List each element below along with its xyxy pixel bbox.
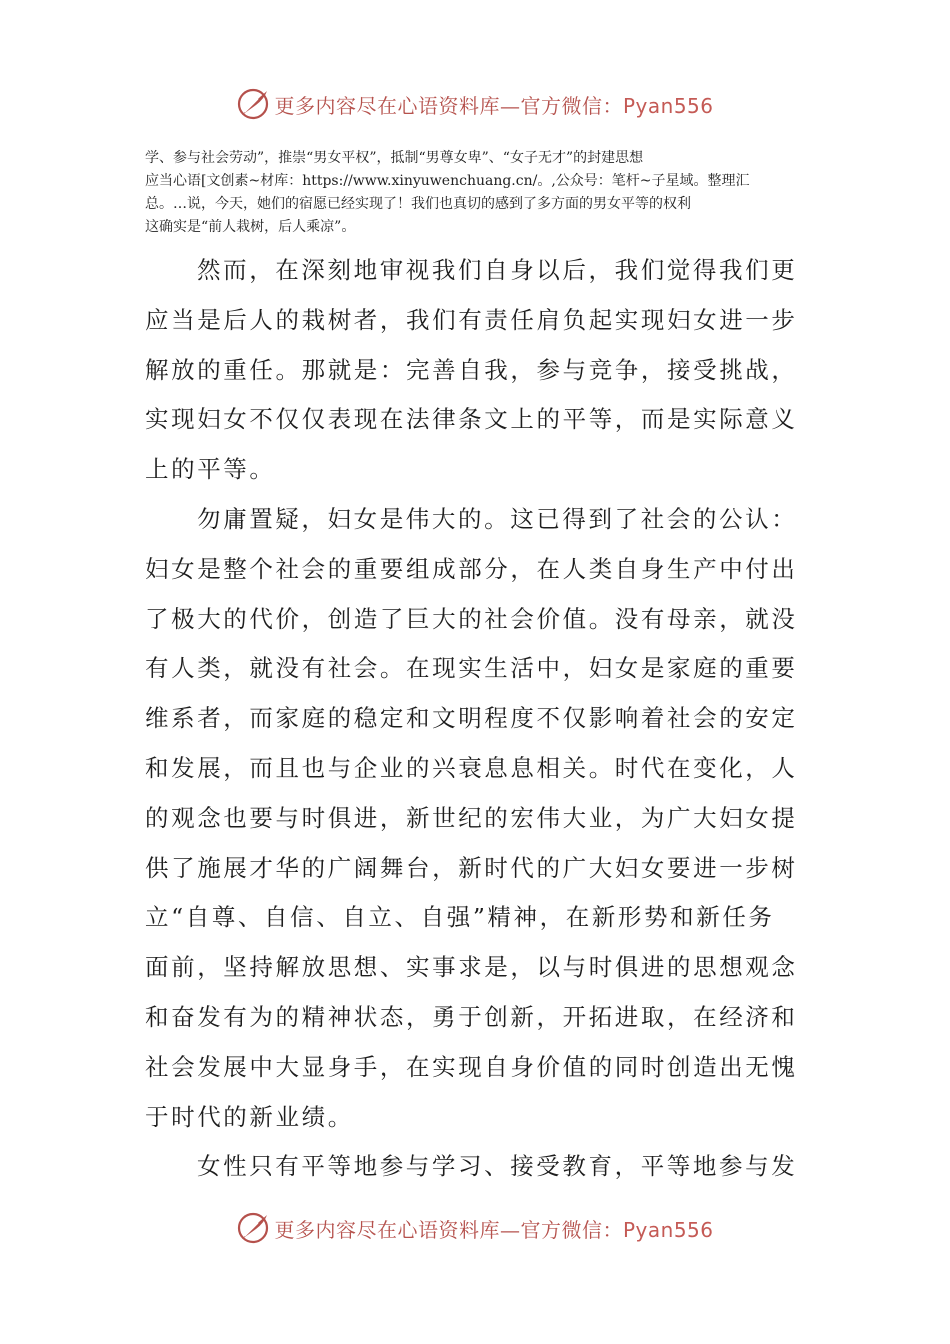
text-line: 女性只有平等地参与学习、接受教育，平等地参与发 xyxy=(197,1152,798,1181)
body-text xyxy=(145,246,810,1192)
text-line: 和发展，而且也与企业的兴衰息息相关。时代在变化，人 xyxy=(145,753,798,782)
header-banner xyxy=(0,84,950,124)
text-line: 了极大的代价，创造了巨大的社会价值。没有母亲，就没 xyxy=(145,604,798,633)
text-line: 社会发展中大显身手，在实现自身价值的同时创造出无愧 xyxy=(145,1052,798,1081)
intro-line: 总。…说，今天，她们的宿愿已经实现了！我们也真切的感到了多方面的男女平等的权利 xyxy=(145,196,691,212)
text-line: 解放的重任。那就是：完善自我，参与竞争，接受挑战， xyxy=(145,355,798,384)
banner-text xyxy=(274,1214,713,1243)
text-line: 于时代的新业绩。 xyxy=(145,1102,354,1131)
text-line: 供了施展才华的广阔舞台，新时代的广大妇女要进一步树 xyxy=(145,853,798,882)
text-line: 实现妇女不仅仅表现在法律条文上的平等，而是实际意义 xyxy=(145,405,798,434)
intro-block xyxy=(145,147,810,239)
paragraph-1 xyxy=(145,246,810,495)
text-line: 和奋发有为的精神状态，勇于创新，开拓进取，在经济和 xyxy=(145,1002,798,1031)
text-line: 上的平等。 xyxy=(145,455,276,484)
banner-label: 更多内容尽在心语资料库—官方微信： xyxy=(274,1217,623,1242)
banner-wechat-id: Pyan556 xyxy=(622,1217,714,1242)
text-line: 有人类，就没有社会。在现实生活中，妇女是家庭的重要 xyxy=(145,654,798,683)
text-line: 面前，坚持解放思想、实事求是，以与时俱进的思想观念 xyxy=(145,953,798,982)
banner-wechat-id: Pyan556 xyxy=(622,93,714,118)
quill-logo-icon xyxy=(236,87,270,121)
text-line: 然而，在深刻地审视我们自身以后，我们觉得我们更 xyxy=(197,256,798,284)
text-line: 妇女是整个社会的重要组成部分，在人类自身生产中付出 xyxy=(145,554,798,583)
banner-label: 更多内容尽在心语资料库—官方微信： xyxy=(274,93,623,118)
banner-text xyxy=(274,90,713,119)
paragraph-2 xyxy=(145,495,810,1142)
text-line: 维系者，而家庭的稳定和文明程度不仅影响着社会的安定 xyxy=(145,704,798,733)
quill-logo-icon xyxy=(236,1211,270,1245)
text-line: 的观念也要与时俱进，新世纪的宏伟大业，为广大妇女提 xyxy=(145,803,798,832)
paragraph-3 xyxy=(145,1142,810,1192)
text-line: 勿庸置疑，妇女是伟大的。这已得到了社会的公认： xyxy=(197,504,798,533)
text-line: 立“自尊、自信、自立、自强”精神，在新形势和新任务 xyxy=(145,903,775,932)
intro-line: 应当心语[文创素~材库：https://www.xinyuwenchuang.cn/。,公众号：笔杆~子星域。整理汇 xyxy=(145,173,750,189)
intro-line: 这确实是“前人栽树，后人乘凉”。 xyxy=(145,219,356,235)
intro-line: 学、参与社会劳动”，推崇“男女平权”，抵制“男尊女卑”、“女子无才”的封建思想 xyxy=(145,150,644,166)
footer-banner xyxy=(0,1208,950,1248)
text-line: 应当是后人的栽树者，我们有责任肩负起实现妇女进一步 xyxy=(145,305,798,334)
